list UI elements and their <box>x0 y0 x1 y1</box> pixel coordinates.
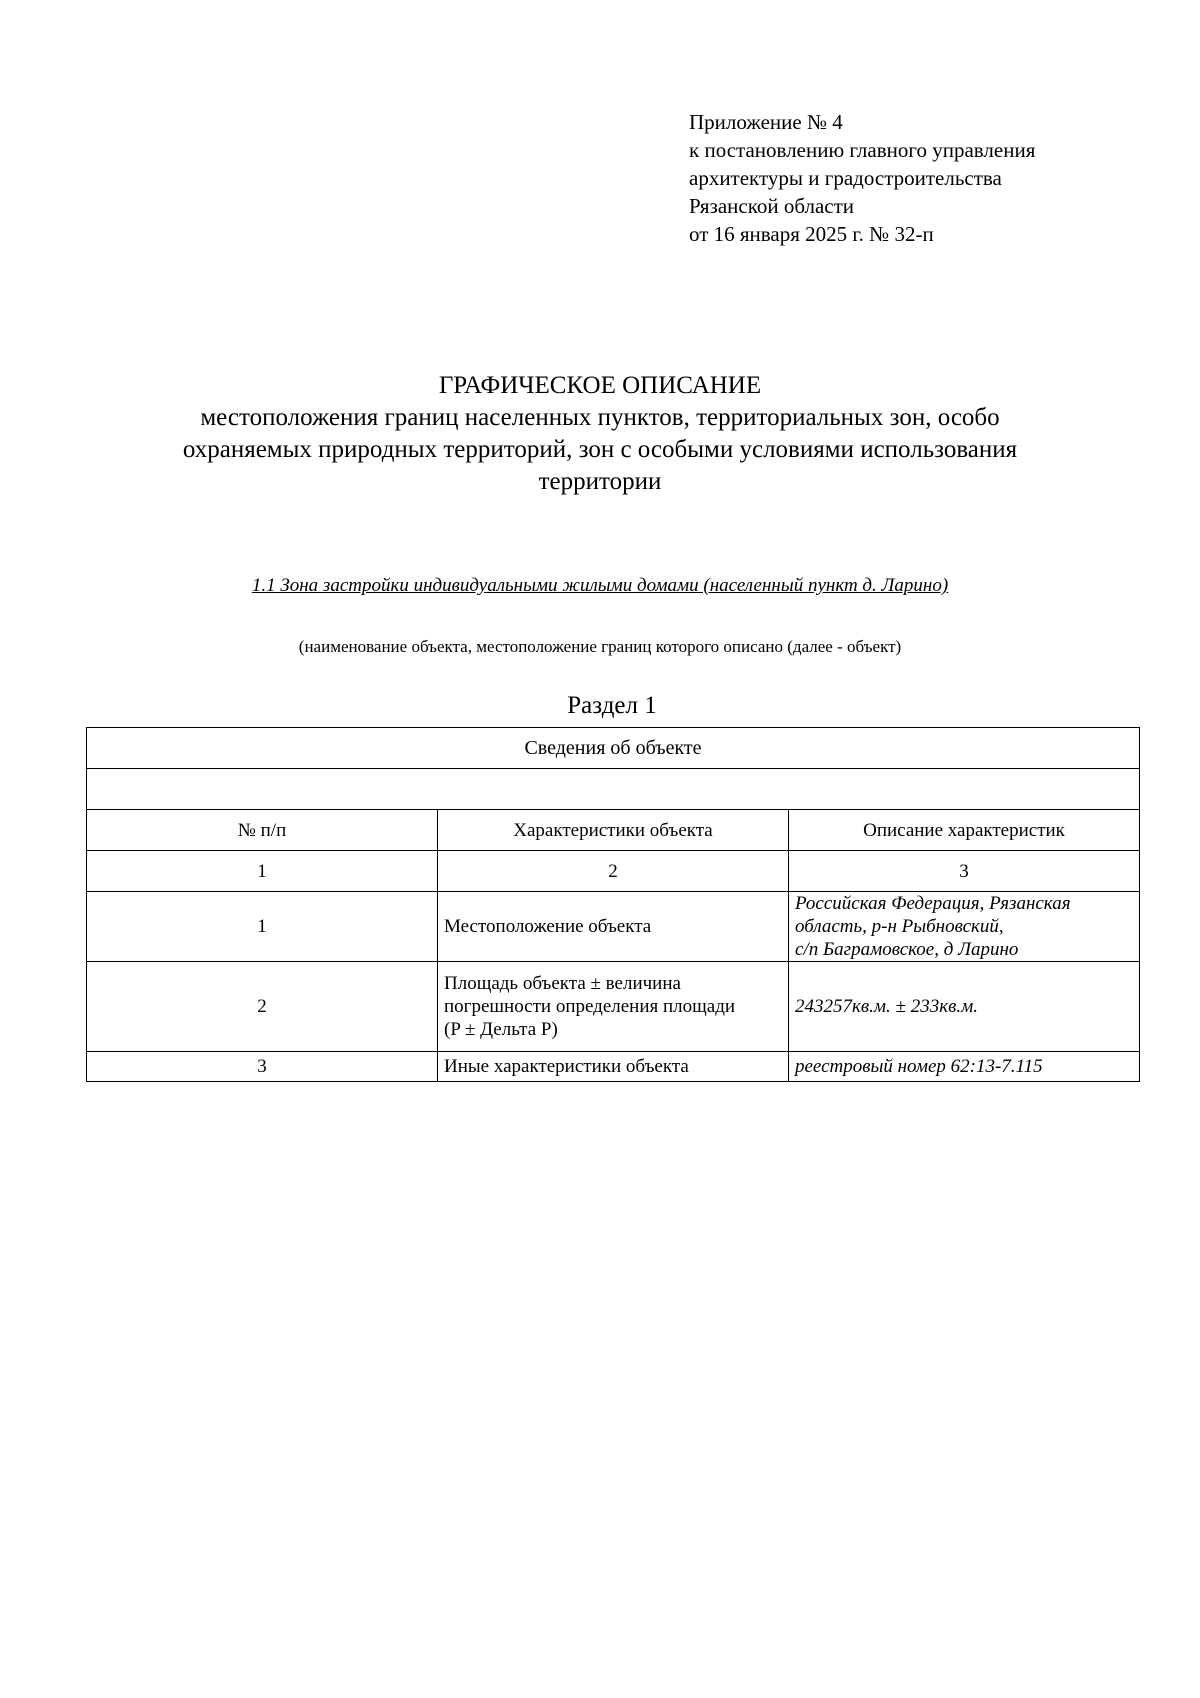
header-characteristic: Характеристики объекта <box>438 810 789 851</box>
row-number: 1 <box>87 892 438 962</box>
row-number: 3 <box>87 1052 438 1082</box>
appendix-line-3: архитектуры и градостроительства <box>689 166 1002 190</box>
row-description: 243257кв.м. ± 233кв.м. <box>789 962 1140 1052</box>
table-column-numbers-row <box>87 851 1140 892</box>
subtitle-line-3: территории <box>538 468 662 495</box>
row-characteristic: Иные характеристики объекта <box>438 1052 789 1082</box>
header-description: Описание характеристик <box>789 810 1140 851</box>
header-num: № п/п <box>87 810 438 851</box>
row-description: реестровый номер 62:13-7.115 <box>789 1052 1140 1082</box>
row-description <box>789 892 1140 962</box>
table-empty-cell <box>87 769 1140 810</box>
row-characteristic: Местоположение объекта <box>438 892 789 962</box>
appendix-line-2: к постановлению главного управления <box>689 138 1036 162</box>
title-block <box>120 370 1080 498</box>
table-empty-row <box>87 769 1140 810</box>
appendix-line-4: Рязанской области <box>689 194 855 218</box>
document-subtitle <box>120 402 1080 498</box>
appendix-line-1: Приложение № 4 <box>689 110 843 134</box>
appendix-line-5: от 16 января 2025 г. № 32-п <box>689 222 934 246</box>
table-title: Сведения об объекте <box>87 728 1140 769</box>
table-row <box>87 1052 1140 1082</box>
row-characteristic-line-3: (P ± Дельта P) <box>444 1019 558 1040</box>
row-characteristic-line-2: погрешности определения площади <box>444 996 736 1017</box>
object-info-table <box>86 727 1140 1082</box>
table-row <box>87 892 1140 962</box>
table-header-row <box>87 810 1140 851</box>
subtitle-line-1: местоположения границ населенных пунктов, территориальных зон, особо <box>200 404 1000 431</box>
object-name-text: 1.1 Зона застройки индивидуальными жилыми домами (населенный пункт д. Ларино) <box>251 575 949 596</box>
table-row <box>87 962 1140 1052</box>
object-name <box>120 574 1080 598</box>
row-characteristic <box>438 962 789 1052</box>
column-number-1: 1 <box>87 851 438 892</box>
row-characteristic-line-1: Площадь объекта ± величина <box>444 973 681 994</box>
column-number-3: 3 <box>789 851 1140 892</box>
section-title: Раздел 1 <box>567 692 657 719</box>
appendix-header <box>689 108 1035 248</box>
row-number: 2 <box>87 962 438 1052</box>
subtitle-line-2: охраняемых природных территорий, зон с особыми условиями использования <box>182 436 1018 463</box>
row-description-line-1: Российская Федерация, Рязанская область, р-н Рыбновский, <box>795 893 1071 937</box>
object-note: (наименование объекта, местоположение границ которого описано (далее - объект) <box>298 637 902 656</box>
document-title: ГРАФИЧЕСКОЕ ОПИСАНИЕ <box>438 372 762 399</box>
column-number-2: 2 <box>438 851 789 892</box>
row-description-line-2: с/п Баграмовское, д Ларино <box>795 939 1019 960</box>
table-title-row <box>87 728 1140 769</box>
